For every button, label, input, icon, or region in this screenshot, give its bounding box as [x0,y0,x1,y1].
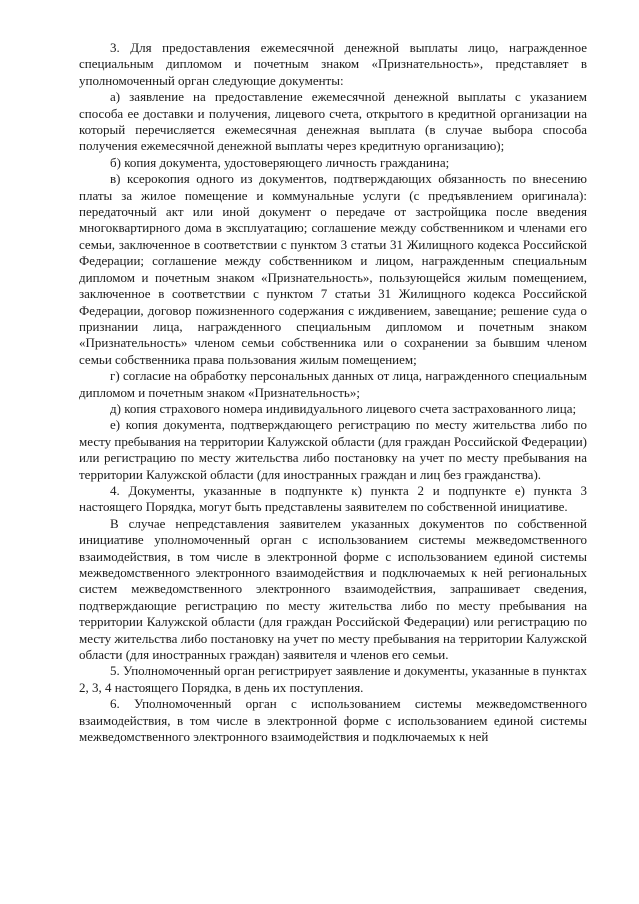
paragraph-4-continued: В случае непредставления заявителем указанных документов по собственной инициативе уполномоченный орган с использованием системы межведомственного взаимодействия, в том числе в электронной форме с использованием единой системы межведомственного электронного взаимодействия и подключаемых к ней региональных систем межведомственного электронного взаимодействия, запрашивает сведения, подтверждающие регистрацию по месту жительства либо по месту пребывания на территории Калужской области (для граждан Российской Федерации) или регистрацию по месту жительства либо постановку на учет по месту пребывания на территории Калужской области (для иностранных граждан) заявителя и членов его семьи. [79,515,587,663]
paragraph-3b: б) копия документа, удостоверяющего личность гражданина; [110,154,450,170]
paragraph-6: 6. Уполномоченный орган с использованием системы межведомственного взаимодействия, в том числе в электронной форме с использованием единой системы межведомственного электронного взаимодействия и подключаемых к ней [79,696,587,745]
paragraph-3g: г) согласие на обработку персональных данных от лица, награжденного специальным дипломом и почетным знаком «Признательность»; [79,368,587,400]
document-body [79,40,587,745]
paragraph-5: 5. Уполномоченный орган регистрирует заявление и документы, указанные в пунктах 2, 3, 4 настоящего Порядка, в день их поступления. [79,663,587,695]
paragraph-3v: в) ксерокопия одного из документов, подтверждающих обязанность по внесению платы за жилое помещение и коммунальные услуги (с предъявлением оригинала): передаточный акт или иной документ о передаче от застройщика после введения многоквартирного дома в эксплуатацию; соглашение между собственником и членами его семьи, заключенное в соответствии с пунктом 3 статьи 31 Жилищного кодекса Российской Федерации; соглашение между собственником и лицом, награжденным специальным дипломом и почетным знаком «Признательность», пользующейся жилым помещением, заключенное в соответствии с пунктом 7 статьи 31 Жилищного кодекса Российской Федерации, договор пожизненного содержания с иждивением, завещание; решение суда о признании лица, награжденного специальным дипломом и почетным знаком «Признательность» членом семьи собственника или о сохранении за бывшим членом семьи собственника права пользования жилым помещением; [79,171,587,367]
paragraph-3e: е) копия документа, подтверждающего регистрацию по месту жительства либо по месту пребывания на территории Калужской области (для граждан Российской Федерации) или регистрацию по месту жительства либо постановку на учет по месту пребывания на территории Калужской области (для иностранных граждан и лиц без гражданства). [79,417,587,482]
paragraph-4: 4. Документы, указанные в подпункте к) пункта 2 и подпункте е) пункта 3 настоящего Порядка, могут быть представлены заявителем по собственной инициативе. [79,482,587,515]
paragraph-3a: а) заявление на предоставление ежемесячной денежной выплаты с указанием способа ее доставки и получения, лицевого счета, открытого в кредитной организации на который перечисляется ежемесячная денежная выплата (в случае выбора способа получения ежемесячной денежной выплаты через кредитную организацию); [79,89,587,154]
paragraph-3d: д) копия страхового номера индивидуального лицевого счета застрахованного лица; [110,400,577,416]
paragraph-3: 3. Для предоставления ежемесячной денежной выплаты лицо, награжденное специальным дипломом и почетным знаком «Признательность», представляет в уполномоченный орган следующие документы: [79,40,587,88]
